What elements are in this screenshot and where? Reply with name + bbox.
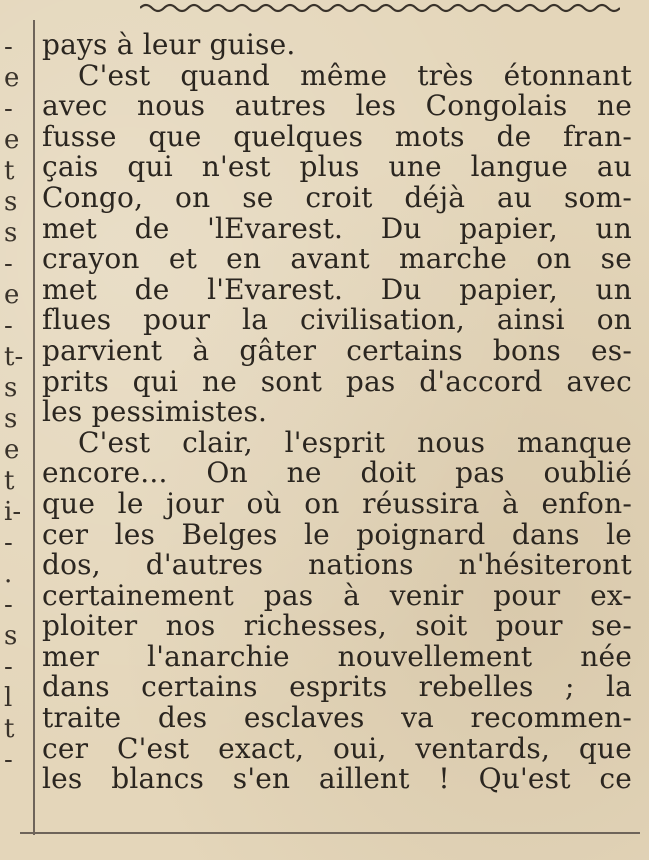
article-line: traite des esclaves va recommen-	[42, 701, 632, 735]
article-line: encore... On ne doit pas oublié	[42, 456, 632, 490]
left-column-fragment: -	[4, 590, 13, 620]
article-text	[42, 30, 632, 795]
left-column-fragment: s	[4, 187, 18, 217]
left-column-fragment: l	[4, 683, 13, 713]
article-line: parvient à gâter certains bons es-	[42, 333, 632, 367]
left-column-fragment: t	[4, 156, 15, 186]
article-line: C'est clair, l'esprit nous manque	[78, 425, 632, 459]
left-column-fragment: e	[4, 280, 20, 310]
article-line: çais qui n'est plus une langue au	[42, 150, 632, 184]
left-column-fragment: -	[4, 94, 13, 124]
decorative-wavy-rule	[140, 0, 620, 18]
article-line: met de l'Evarest. Du papier, un	[42, 272, 632, 306]
article-line: flues pour la civilisation, ainsi on	[42, 303, 632, 337]
left-column-fragment: -	[4, 528, 13, 558]
article-line: cer les Belges le poignard dans le	[42, 517, 632, 551]
left-column-fragment: s	[4, 404, 18, 434]
article-line: dos, d'autres nations n'hésiteront	[42, 548, 632, 582]
left-column-fragment: e	[4, 435, 20, 465]
article-line: cer C'est exact, oui, ventards, que	[42, 731, 632, 765]
left-column-fragment: s	[4, 218, 18, 248]
left-column-fragment: t-	[4, 342, 24, 372]
left-column-fragment: e	[4, 125, 20, 155]
left-column-fragment: -	[4, 745, 13, 775]
article-line: Congo, on se croit déjà au som-	[42, 180, 632, 214]
article-line: les blancs s'en aillent ! Qu'est ce	[42, 762, 632, 796]
article-line: pays à leur guise.	[42, 28, 296, 61]
article-line: mer l'anarchie nouvellement née	[42, 639, 632, 673]
left-column-fragment: t	[4, 466, 15, 496]
article-line: crayon et en avant marche on se	[42, 242, 632, 276]
left-column-fragment: -	[4, 249, 13, 279]
left-column-fragment: s	[4, 621, 18, 651]
article-line: les pessimistes.	[42, 395, 268, 429]
article-line: prits qui ne sont pas d'accord avec	[42, 364, 632, 398]
article-line: fusse que quelques mots de fran-	[42, 119, 632, 153]
left-column-fragment: s	[4, 373, 18, 403]
article-line: ploiter nos richesses, soit pour se-	[42, 609, 632, 643]
left-column-fragments	[0, 30, 30, 830]
article-line: avec nous autres les Congolais ne	[42, 89, 632, 123]
left-column-fragment: i-	[4, 497, 22, 527]
article-line: dans certains esprits rebelles ; la	[42, 670, 632, 704]
article-line: que le jour où on réussira à enfon-	[42, 486, 632, 520]
bottom-divider	[20, 832, 640, 834]
left-column-fragment: .	[4, 559, 13, 589]
article-line: C'est quand même très étonnant	[78, 58, 632, 92]
left-column-fragment: -	[4, 652, 13, 682]
article-line: certainement pas à venir pour ex-	[42, 578, 632, 612]
column-divider	[33, 20, 35, 835]
left-column-fragment: t	[4, 714, 15, 744]
left-column-fragment: -	[4, 32, 13, 62]
left-column-fragment: e	[4, 63, 20, 93]
article-line: met de 'lEvarest. Du papier, un	[42, 211, 632, 245]
left-column-fragment: -	[4, 311, 13, 341]
